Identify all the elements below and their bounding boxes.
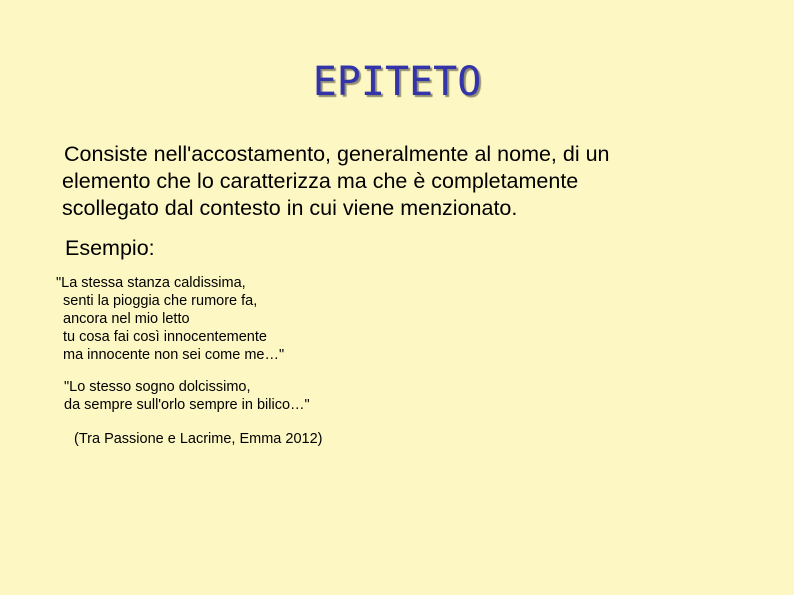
intro-line: scollegato dal contesto in cui viene menzionato. — [62, 196, 518, 220]
quote-line: da sempre sull'orlo sempre in bilico…" — [64, 397, 310, 413]
quote-line: ma innocente non sei come me…" — [63, 347, 285, 363]
quote-line: ancora nel mio letto — [63, 311, 190, 327]
quote-line: "Lo stesso sogno dolcissimo, — [64, 379, 251, 395]
example-label: Esempio: — [65, 236, 155, 260]
intro-line: Consiste nell'accostamento, generalmente al nome, di un — [64, 142, 610, 166]
quote-block-1 — [56, 274, 284, 364]
citation: (Tra Passione e Lacrime, Emma 2012) — [74, 431, 323, 447]
quote-line: "La stessa stanza caldissima, — [56, 275, 246, 291]
quote-line: senti la pioggia che rumore fa, — [63, 293, 258, 309]
quote-block-2 — [64, 378, 310, 414]
intro-line: elemento che lo caratterizza ma che è completamente — [62, 169, 579, 193]
slide-title: EPITETO — [312, 59, 482, 105]
intro-paragraph — [62, 141, 742, 222]
quote-line: tu cosa fai così innocentemente — [63, 329, 267, 345]
